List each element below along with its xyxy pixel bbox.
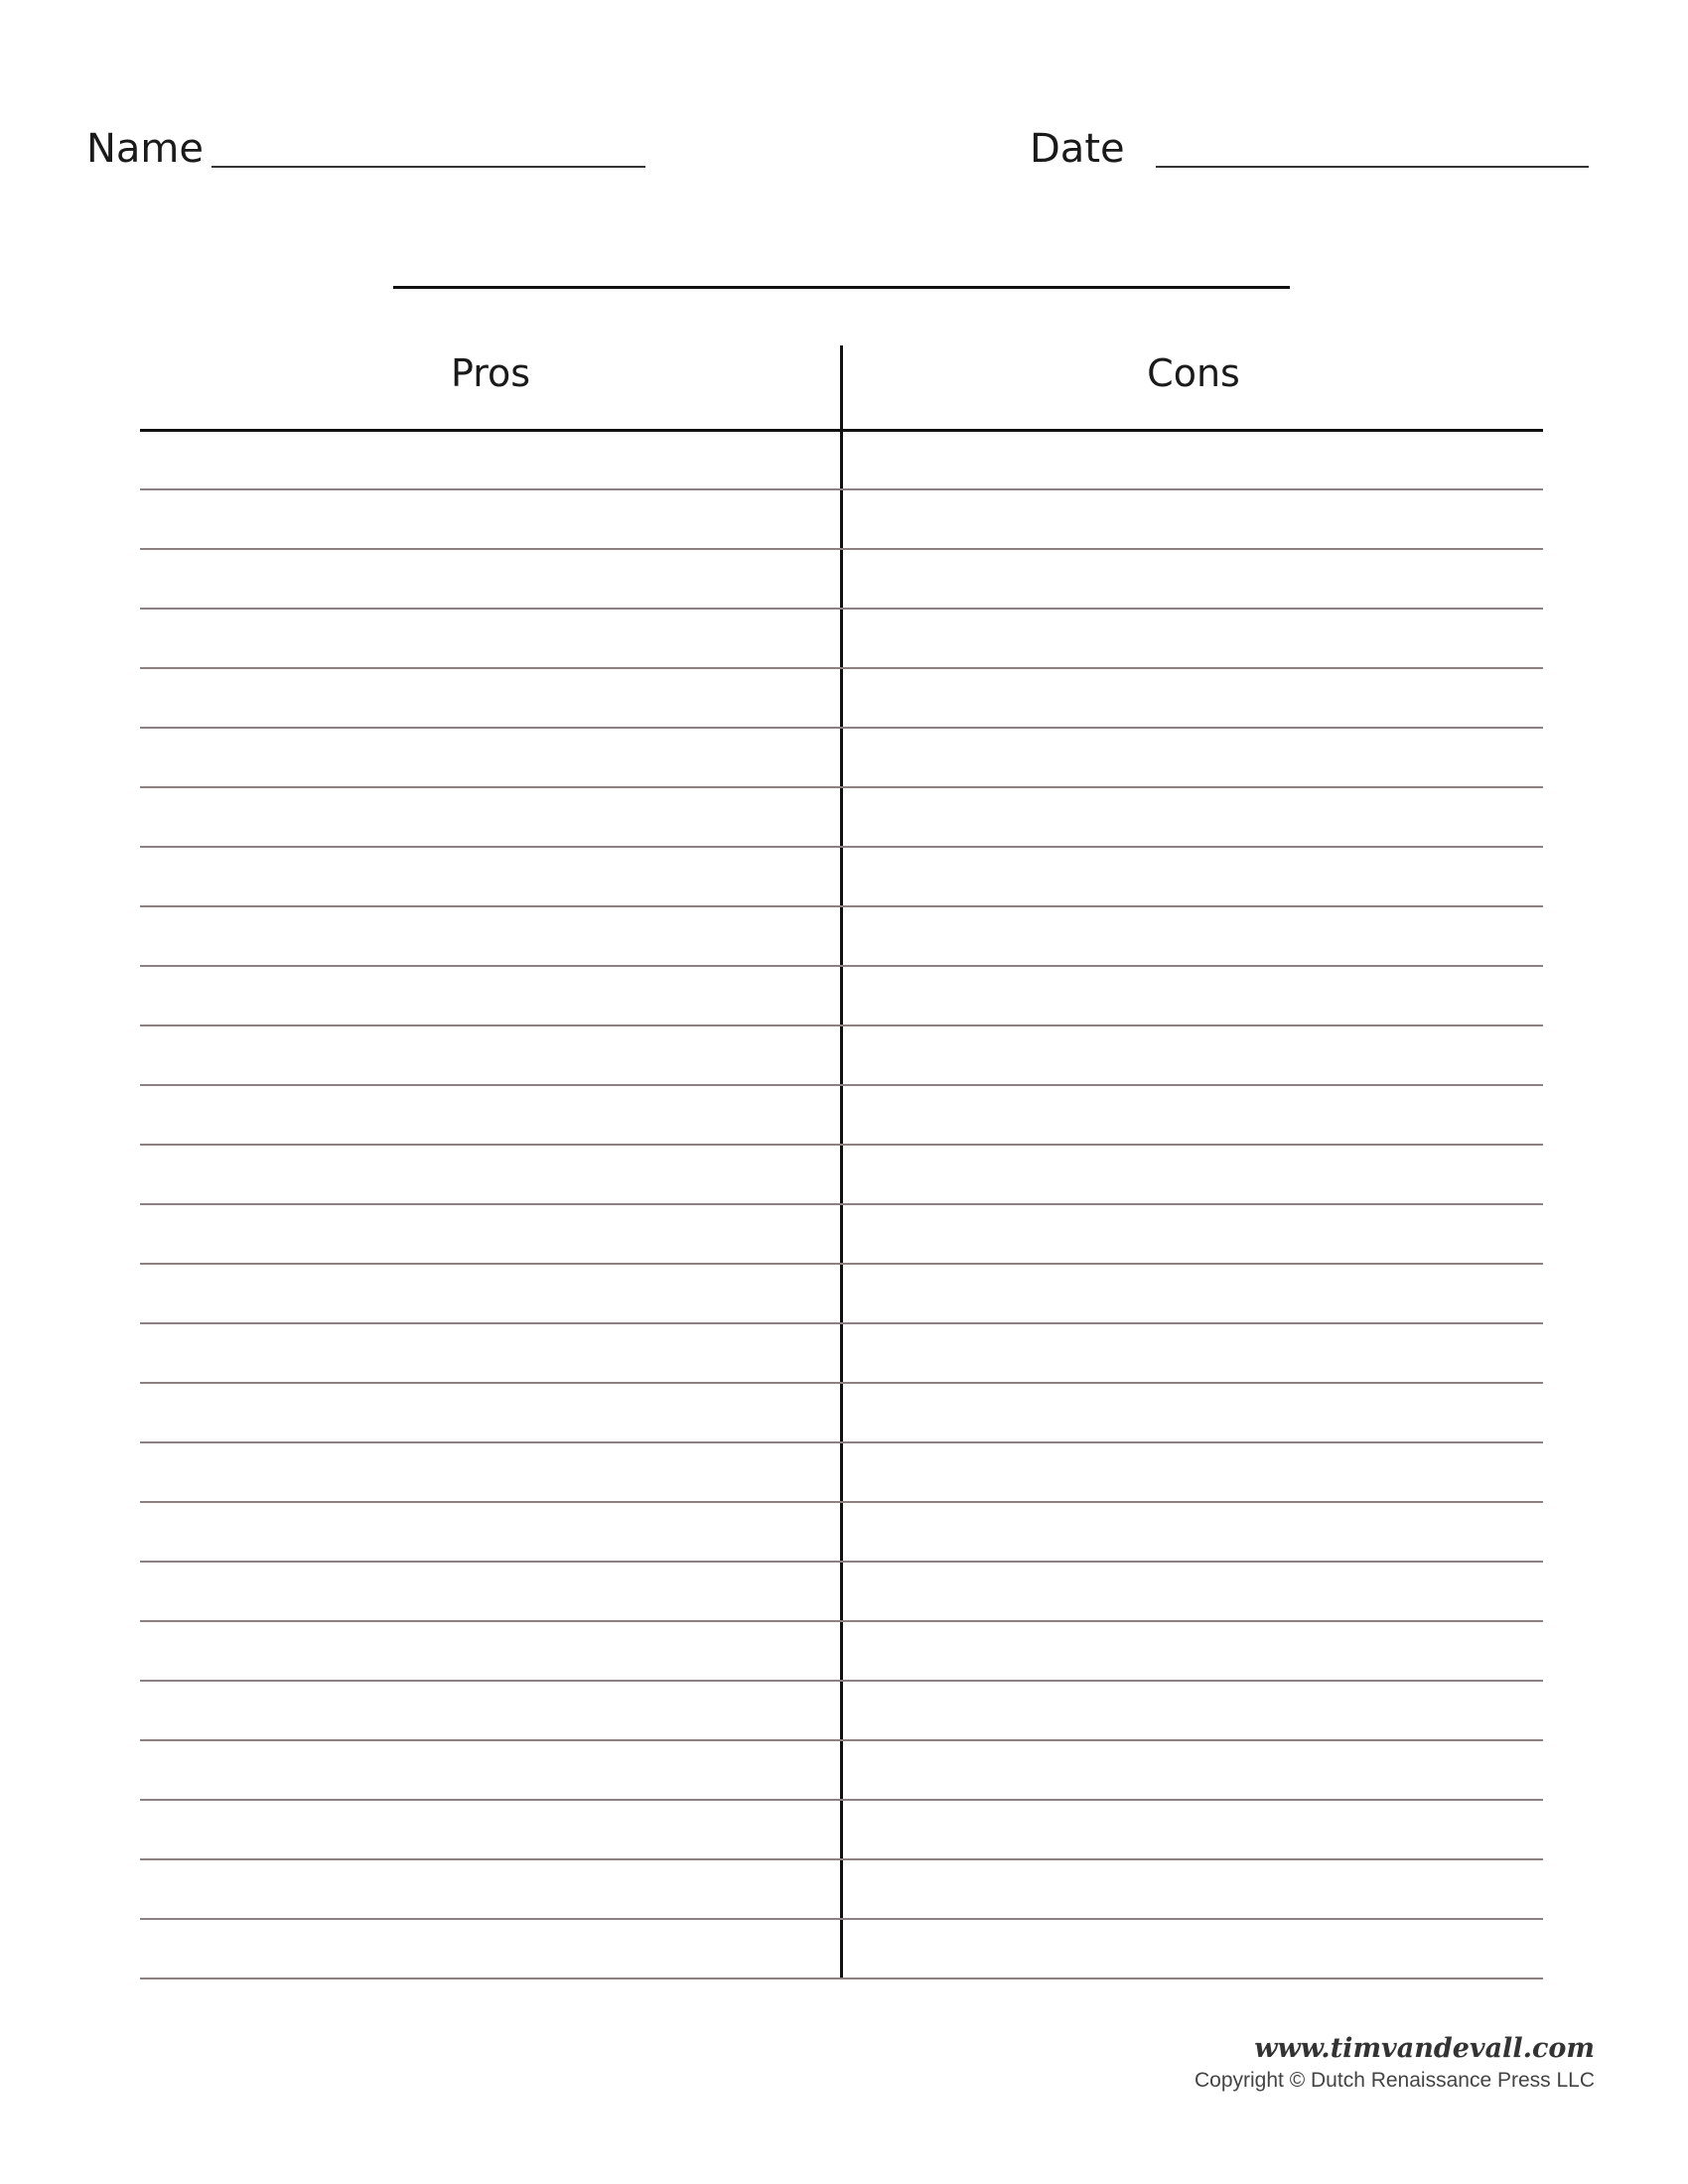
- ruled-line: [140, 608, 1543, 610]
- ruled-line: [140, 1739, 1543, 1741]
- pros-header: Pros: [450, 351, 531, 395]
- ruled-line: [140, 1501, 1543, 1503]
- name-field[interactable]: [211, 166, 645, 168]
- ruled-line: [140, 905, 1543, 907]
- ruled-line: [140, 1918, 1543, 1920]
- date-field[interactable]: [1156, 166, 1589, 168]
- ruled-line: [140, 1322, 1543, 1324]
- ruled-line: [140, 965, 1543, 967]
- ruled-line: [140, 1084, 1543, 1086]
- website-text: www.timvandevall.com: [1254, 2033, 1595, 2064]
- ruled-line: [140, 786, 1543, 788]
- ruled-line: [140, 1620, 1543, 1622]
- cons-header: Cons: [1147, 351, 1240, 395]
- ruled-line: [140, 1024, 1543, 1026]
- copyright-text: Copyright © Dutch Renaissance Press LLC: [1195, 2069, 1595, 2092]
- ruled-line: [140, 667, 1543, 669]
- ruled-line: [140, 727, 1543, 729]
- ruled-line: [140, 548, 1543, 550]
- ruled-line: [140, 1144, 1543, 1146]
- name-label: Name: [86, 126, 205, 172]
- title-field[interactable]: [393, 286, 1290, 289]
- ruled-line: [140, 1799, 1543, 1801]
- ruled-line: [140, 1382, 1543, 1384]
- ruled-line: [140, 1263, 1543, 1265]
- ruled-line: [140, 846, 1543, 848]
- ruled-line: [140, 488, 1543, 490]
- ruled-lines: [140, 431, 1543, 1979]
- ruled-line: [140, 1858, 1543, 1860]
- ruled-line: [140, 1680, 1543, 1682]
- ruled-line: [140, 1561, 1543, 1563]
- ruled-line: [140, 1978, 1543, 1979]
- ruled-line: [140, 1441, 1543, 1443]
- ruled-line: [140, 1203, 1543, 1205]
- date-label: Date: [1030, 126, 1125, 172]
